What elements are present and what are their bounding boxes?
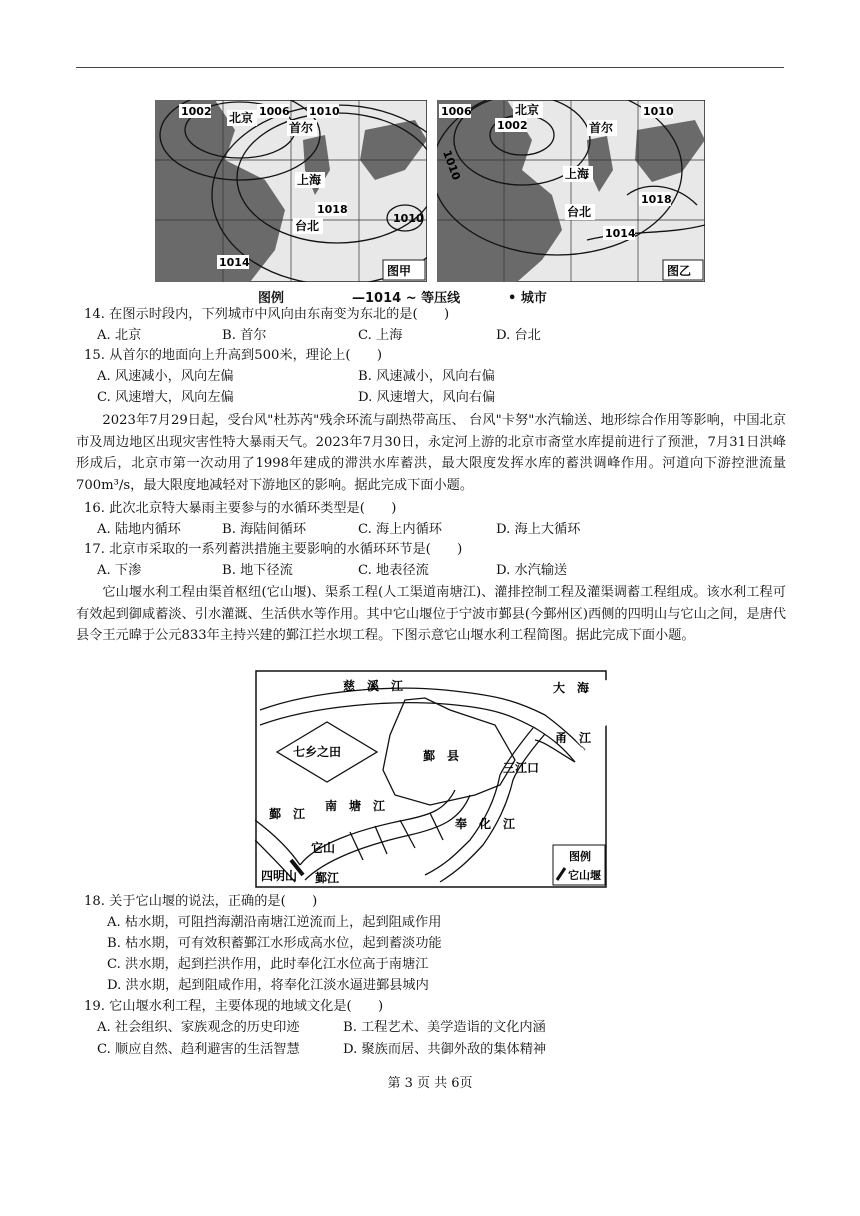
isobar-label: 1010 xyxy=(643,105,674,118)
q15-option-a[interactable]: A. 风速减小，风向左偏 xyxy=(97,369,234,384)
label-nantang-river: 南 塘 江 xyxy=(325,799,386,813)
passage-tashan-weir: 它山堰水利工程由渠首枢纽(它山堰)、渠系工程(人工渠道南塘江)、灌排控制工程及灌渠调蓄工程组成。该水利工程可有效起到御咸蓄淡、引水灌溉、生活供水等作用。其中它山堰位于宁波市鄞县(今鄞州区)西侧的四明山与它山之间，是唐代县令王元暐于公元833年主持兴建的鄞江拦水坝工程。下图示意它山堰水利工程简图。据此完成下面小题。 xyxy=(76,585,786,644)
q15-option-d[interactable]: D. 风速增大，风向右偏 xyxy=(358,390,496,405)
q17-option-a[interactable]: A. 下渗 xyxy=(97,563,142,578)
label-yong-river: 甬 江 xyxy=(555,731,592,745)
map-legend-title: 图例 xyxy=(569,850,591,863)
q14-option-b[interactable]: B. 首尔 xyxy=(222,328,267,343)
q18-option-a[interactable]: A. 枯水期，可阻挡海潮沿南塘江逆流而上，起到阻咸作用 xyxy=(107,915,442,930)
isobar-label: 1014 xyxy=(605,227,636,240)
q17-option-d[interactable]: D. 水汽输送 xyxy=(496,563,568,578)
city-label-taipei: 台北 xyxy=(567,205,592,219)
question-15-stem: 15. 从首尔的地面向上升高到500米，理论上( ) xyxy=(84,348,382,363)
q16-option-d[interactable]: D. 海上大循环 xyxy=(496,522,581,537)
q19-option-a[interactable]: A. 社会组织、家族观念的历史印迹 xyxy=(97,1020,300,1035)
label-yin-river-left: 鄞 江 xyxy=(269,807,306,821)
isobar-label: 1010 xyxy=(309,105,340,118)
q19-option-c[interactable]: C. 顺应自然、趋利避害的生活智慧 xyxy=(97,1042,300,1057)
q18-option-c[interactable]: C. 洪水期，起到拦洪作用，此时奉化江水位高于南塘江 xyxy=(107,957,429,972)
isobar-label: 1002 xyxy=(497,119,528,132)
q15-option-b[interactable]: B. 风速减小，风向右偏 xyxy=(358,369,495,384)
question-19-stem: 19. 它山堰水利工程，主要体现的地域文化是( ) xyxy=(84,999,384,1014)
question-16-stem: 16. 此次北京特大暴雨主要参与的水循环类型是( ) xyxy=(84,501,397,516)
q17-option-c[interactable]: C. 地表径流 xyxy=(358,563,429,578)
isobar-label: 1014 xyxy=(219,256,250,269)
q14-option-c[interactable]: C. 上海 xyxy=(358,328,403,343)
q19-option-b[interactable]: B. 工程艺术、美学造诣的文化内涵 xyxy=(343,1020,546,1035)
q18-option-d[interactable]: D. 洪水期，起到阻咸作用，将奉化江淡水逼进鄞县城内 xyxy=(107,978,429,993)
map-legend-isobar: —1014 ~ 等压线 xyxy=(352,291,461,306)
label-tashan: 它山 xyxy=(311,841,336,855)
page-number: 第 3 页 共 6页 xyxy=(387,1076,473,1091)
city-label-taipei: 台北 xyxy=(295,219,320,233)
city-label-shanghai: 上海 xyxy=(565,167,590,181)
passage-beijing-rainstorm: 2023年7月29日起，受台风"杜苏芮"残余环流与副热带高压、 台风"卡努"水汽输送、地形综合作用等影响，中国北京市及周边地区出现灾害性特大暴雨天气。2023年7月30日，永定河上游的北京市斋堂水库提前进行了预泄，7月31日洪峰形成后，北京市第一次动用了1998年建成的滞洪水库蓄洪，最大限度发挥水库的蓄洪调峰作用。河道向下游控泄流量 700m³/s，最大限度地减轻对下游地区的影响。据此完成下面小题。 xyxy=(76,413,786,493)
isobar-label: 1010 xyxy=(440,148,463,182)
isobar-map-left xyxy=(155,100,427,282)
map-legend-city: • 城市 xyxy=(508,291,547,306)
isobar-label: 1018 xyxy=(317,203,348,216)
q14-option-a[interactable]: A. 北京 xyxy=(97,328,142,343)
label-sanjiangkou: 三江口 xyxy=(503,761,540,775)
label-yin-river-bottom: 鄞江 xyxy=(315,871,340,885)
q16-option-b[interactable]: B. 海陆间循环 xyxy=(222,522,307,537)
label-yin-county: 鄞 县 xyxy=(423,749,460,763)
tashan-weir-map xyxy=(255,670,607,888)
isobar-label: 1002 xyxy=(181,105,212,118)
label-cixi-river: 慈 溪 江 xyxy=(343,679,404,693)
city-label-seoul: 首尔 xyxy=(589,121,614,135)
map-tag: 图乙 xyxy=(667,264,692,278)
map-tag: 图甲 xyxy=(387,264,412,278)
header-rule xyxy=(76,67,784,68)
label-qixiang-fields: 七乡之田 xyxy=(293,745,342,759)
city-label-beijing: 北京 xyxy=(229,111,254,125)
map-legend-item: 它山堰 xyxy=(568,869,601,882)
map-legend-title: 图例 xyxy=(258,291,285,306)
question-17-stem: 17. 北京市采取的一系列蓄洪措施主要影响的水循环环节是( ) xyxy=(84,542,463,557)
label-siming-mountain: 四明山 xyxy=(261,869,298,883)
q15-option-c[interactable]: C. 风速增大，风向左偏 xyxy=(97,390,234,405)
isobar-label: 1006 xyxy=(259,105,290,118)
isobar-label: 1018 xyxy=(641,193,672,206)
isobar-map-right xyxy=(437,100,705,282)
label-sea: 大 海 xyxy=(553,681,590,695)
city-label-shanghai: 上海 xyxy=(297,173,322,187)
isobar-label: 1010 xyxy=(393,212,424,225)
q17-option-b[interactable]: B. 地下径流 xyxy=(222,563,293,578)
isobar-label: 1006 xyxy=(441,105,472,118)
q16-option-c[interactable]: C. 海上内循环 xyxy=(358,522,442,537)
label-fenghua-river: 奉 化 江 xyxy=(455,817,516,831)
city-label-seoul: 首尔 xyxy=(289,121,314,135)
q19-option-d[interactable]: D. 聚族而居、共御外敌的集体精神 xyxy=(343,1042,547,1057)
q14-option-d[interactable]: D. 台北 xyxy=(496,328,541,343)
city-label-beijing: 北京 xyxy=(515,103,540,117)
question-18-stem: 18. 关于它山堰的说法，正确的是( ) xyxy=(84,894,318,909)
q18-option-b[interactable]: B. 枯水期，可有效积蓄鄞江水形成高水位，起到蓄淡功能 xyxy=(107,936,442,951)
q16-option-a[interactable]: A. 陆地内循环 xyxy=(97,522,181,537)
question-14-stem: 14. 在图示时段内，下列城市中风向由东南变为东北的是( ) xyxy=(84,307,450,322)
